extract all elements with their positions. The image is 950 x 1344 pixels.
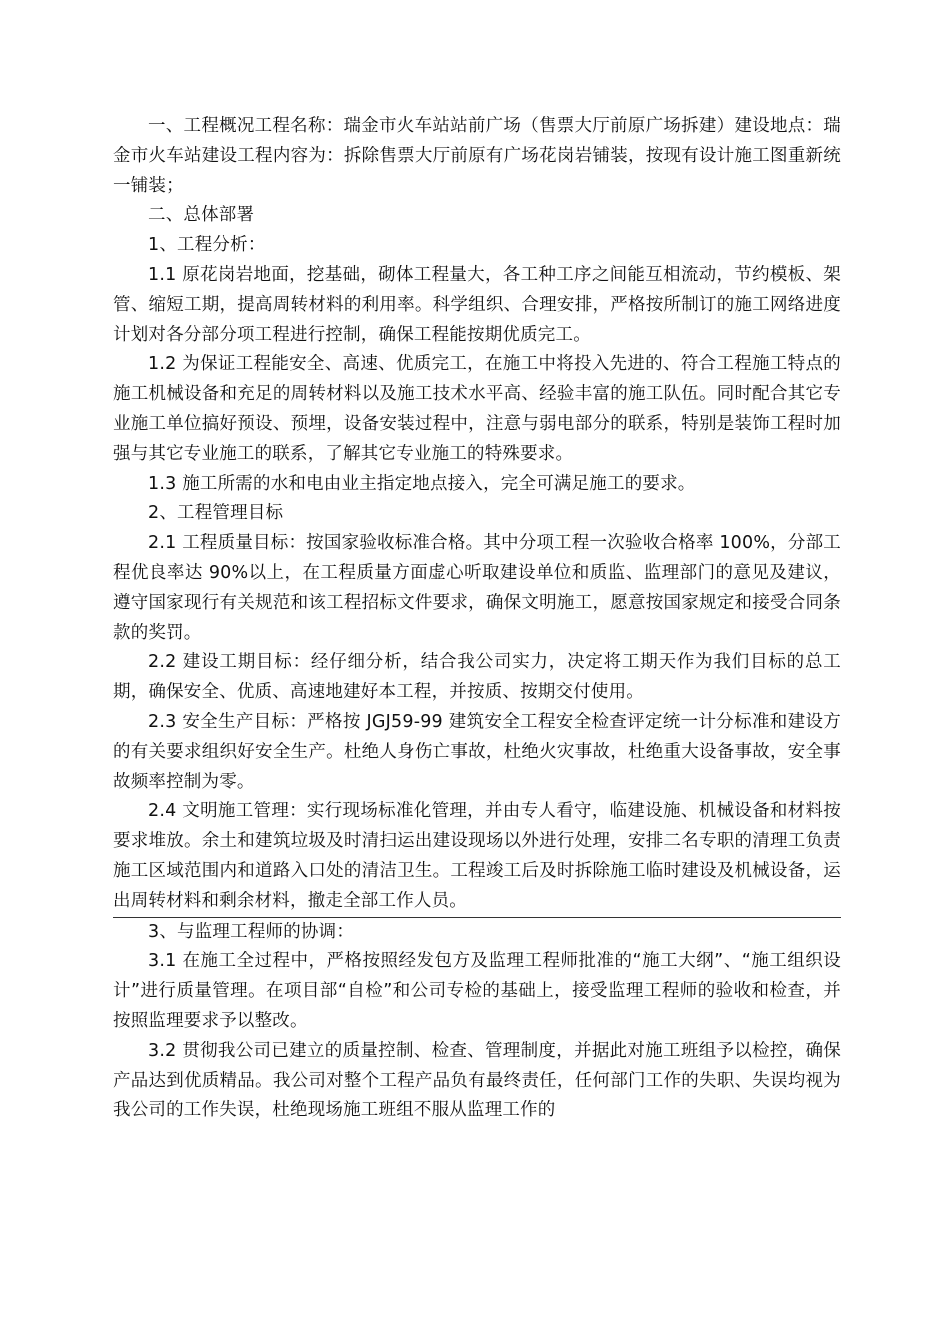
heading-management-goals: 2、工程管理目标	[148, 503, 284, 524]
heading-project-analysis: 1、工程分析：	[148, 235, 266, 256]
paragraph-2-1: 2.1 工程质量目标：按国家验收标准合格。其中分项工程一次验收合格率 100%，分部工程优良率达 90%以上，在工程质量方面虚心听取建设单位和质监、监理部门的意见及建议，遵守国家现行有关规范和该工程招标文件要求，确保文明施工，愿意按国家规定和接受合同条款的奖罚。	[113, 533, 841, 643]
document-page	[113, 112, 841, 1126]
heading-supervisor-coordination: 3、与监理工程师的协调：	[148, 921, 355, 942]
paragraph-3-1: 3.1 在施工全过程中，严格按照经发包方及监理工程师批准的“施工大纲”、“施工组织设计”进行质量管理。在项目部“自检”和公司专检的基础上，接受监理工程师的验收和检查，并按照监理要求予以整改。	[113, 951, 841, 1031]
paragraph-2-2: 2.2 建设工期目标：经仔细分析，结合我公司实力，决定将工期天作为我们目标的总工期，确保安全、优质、高速地建好本工程，并按质、按期交付使用。	[113, 652, 841, 703]
paragraph-1-2: 1.2 为保证工程能安全、高速、优质完工，在施工中将投入先进的、符合工程施工特点的施工机械设备和充足的周转材料以及施工技术水平高、经验丰富的施工队伍。同时配合其它专业施工单位搞好预设、预埋，设备安装过程中，注意与弱电部分的联系，特别是装饰工程时加强与其它专业施工的联系，了解其它专业施工的特殊要求。	[113, 354, 841, 464]
paragraph-2-3: 2.3 安全生产目标：严格按 JGJ59-99 建筑安全工程安全检查评定统一计分标准和建设方的有关要求组织好安全生产。杜绝人身伤亡事故，杜绝火灾事故，杜绝重大设备事故，安全事故频率控制为零。	[113, 711, 841, 792]
paragraph-3-2: 3.2 贯彻我公司已建立的质量控制、检查、管理制度，并据此对施工班组予以检控，确保产品达到优质精品。我公司对整个工程产品负有最终责任，任何部门工作的失职、失误均视为我公司的工作失误，杜绝现场施工班组不服从监理工作的	[113, 1040, 841, 1121]
paragraph-project-overview: 一、工程概况工程名称：瑞金市火车站站前广场（售票大厅前原广场拆建）建设地点：瑞金市火车站建设工程内容为：拆除售票大厅前原有广场花岗岩铺装，按现有设计施工图重新统一铺装；	[113, 116, 841, 196]
paragraph-1-3: 1.3 施工所需的水和电由业主指定地点接入，完全可满足施工的要求。	[148, 473, 696, 494]
heading-overall-deployment: 二、总体部署	[148, 205, 255, 226]
paragraph-2-4: 2.4 文明施工管理：实行现场标准化管理，并由专人看守，临建设施、机械设备和材料按要求堆放。余土和建筑垃圾及时清扫运出建设现场以外进行处理，安排二名专职的清理工负责施工区域范围内和道路入口处的清洁卫生。工程竣工后及时拆除施工临时建设及机械设备，运出周转材料和剩余材料，撤走全部工作人员。	[113, 801, 841, 911]
paragraph-1-1: 1.1 原花岗岩地面，挖基础，砌体工程量大，各工种工序之间能互相流动，节约模板、架管、缩短工期，提高周转材料的利用率。科学组织、合理安排，严格按所制订的施工网络进度计划对各分部分项工程进行控制，确保工程能按期优质完工。	[113, 264, 841, 345]
